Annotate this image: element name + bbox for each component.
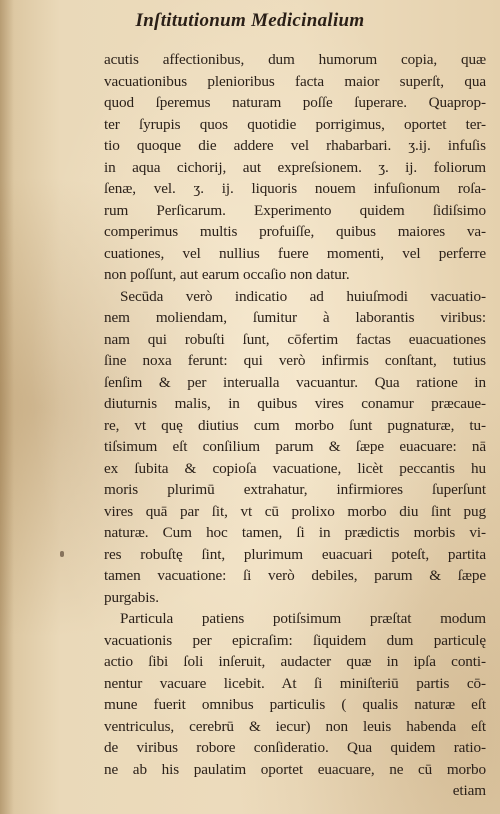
text-line: quod ſperemus naturam poſſe ſuperare. Quaprop- xyxy=(104,94,486,111)
text-line: non poſſunt, aut earum occaſio non datur. xyxy=(104,266,350,283)
text-line: ventriculus, cerebrū & iecur) non leuis habenda eſt xyxy=(104,717,486,735)
text-line: de viribus robore conſideratio. Qua quidem ratio- xyxy=(104,739,486,756)
text-line: tiſsimum eſt conſilium parum & ſæpe euacuare: nā xyxy=(104,438,486,455)
ink-blot xyxy=(60,551,64,557)
text-line: tio quoque die addere vel rhabarbari. ʒ.ij. infuſis xyxy=(104,137,486,154)
text-line: nem moliendam, ſumitur à laborantis viribus: xyxy=(104,309,486,326)
text-line: acutis affectionibus, dum humorum copia, quæ xyxy=(104,51,486,68)
running-head: Inſtitutionum Medicinalium xyxy=(135,10,365,31)
text-line: diuturnis malis, in quibus vires conamur præcaue- xyxy=(104,395,486,412)
text-line: comperimus multis profuiſſe, quibus maiores va- xyxy=(104,223,486,240)
text-line: ſenſim & per interualla vacuantur. Qua ratione in xyxy=(104,373,486,391)
text-line: ſine noxa ferunt: qui verò infirmis conſtant, tutius xyxy=(104,352,486,369)
text-line: ne ab his paulatim oportet euacuare, ne cū morbo xyxy=(104,760,486,778)
text-line: actio ſibi ſoli inſeruit, audacter quæ in ipſa conti- xyxy=(104,653,486,670)
text-line: cuationes, vel nullius fuere momenti, vel perferre xyxy=(104,244,486,262)
text-line: purgabis. xyxy=(104,588,159,606)
paragraph-start-line: Particula patiens potiſsimum præſtat modum xyxy=(120,610,486,627)
page-gutter-shadow xyxy=(0,0,14,814)
body-text xyxy=(104,49,486,802)
paragraph-start-line: Secūda verò indicatio ad huiuſmodi vacuatio- xyxy=(120,287,486,305)
text-line: in aqua cichorij, aut expreſsionem. ʒ. ij. foliorum xyxy=(104,158,486,176)
text-line: naturæ. Cum hoc tamen, ſi in prædictis morbis vi- xyxy=(104,524,486,541)
text-line: re, vt quę diutius cum morbo ſunt pugnaturæ, tu- xyxy=(104,416,486,434)
text-line: vacuationibus plenioribus facta maior superſt, qua xyxy=(104,72,486,90)
text-line: nam qui robuſti ſunt, cōfertim factas euacuationes xyxy=(104,330,486,348)
catchword: etiam xyxy=(452,782,486,799)
text-line: nentur vacuare licebit. At ſi miniſteriū partis cō- xyxy=(104,674,486,692)
text-line: mune fuerit omnibus particulis ( qualis naturæ eſt xyxy=(104,696,486,713)
text-line: moris plurimū extrahatur, infirmiores ſuperſunt xyxy=(104,481,486,498)
text-line: vacuationis per epicraſim: ſiquidem dum particulę xyxy=(104,631,486,649)
text-line: ſenæ, vel. ʒ. ij. liquoris nouem infuſionum roſa- xyxy=(104,180,486,197)
text-line: res robuſtę ſint, plurimum euacuari poteſt, partita xyxy=(104,545,486,563)
text-line: ex ſubita & copioſa vacuatione, licèt peccantis hu xyxy=(104,459,486,477)
text-line: tamen vacuatione: ſi verò debiles, parum & ſæpe xyxy=(104,567,486,584)
text-line: vires quā par ſit, vt cū prolixo morbo diu ſint pug xyxy=(104,502,486,520)
text-line: ter ſyrupis quos quotidie porrigimus, oportet ter- xyxy=(104,115,486,133)
text-line: rum Perſicarum. Experimento quidem ſidiſsimo xyxy=(104,201,486,219)
